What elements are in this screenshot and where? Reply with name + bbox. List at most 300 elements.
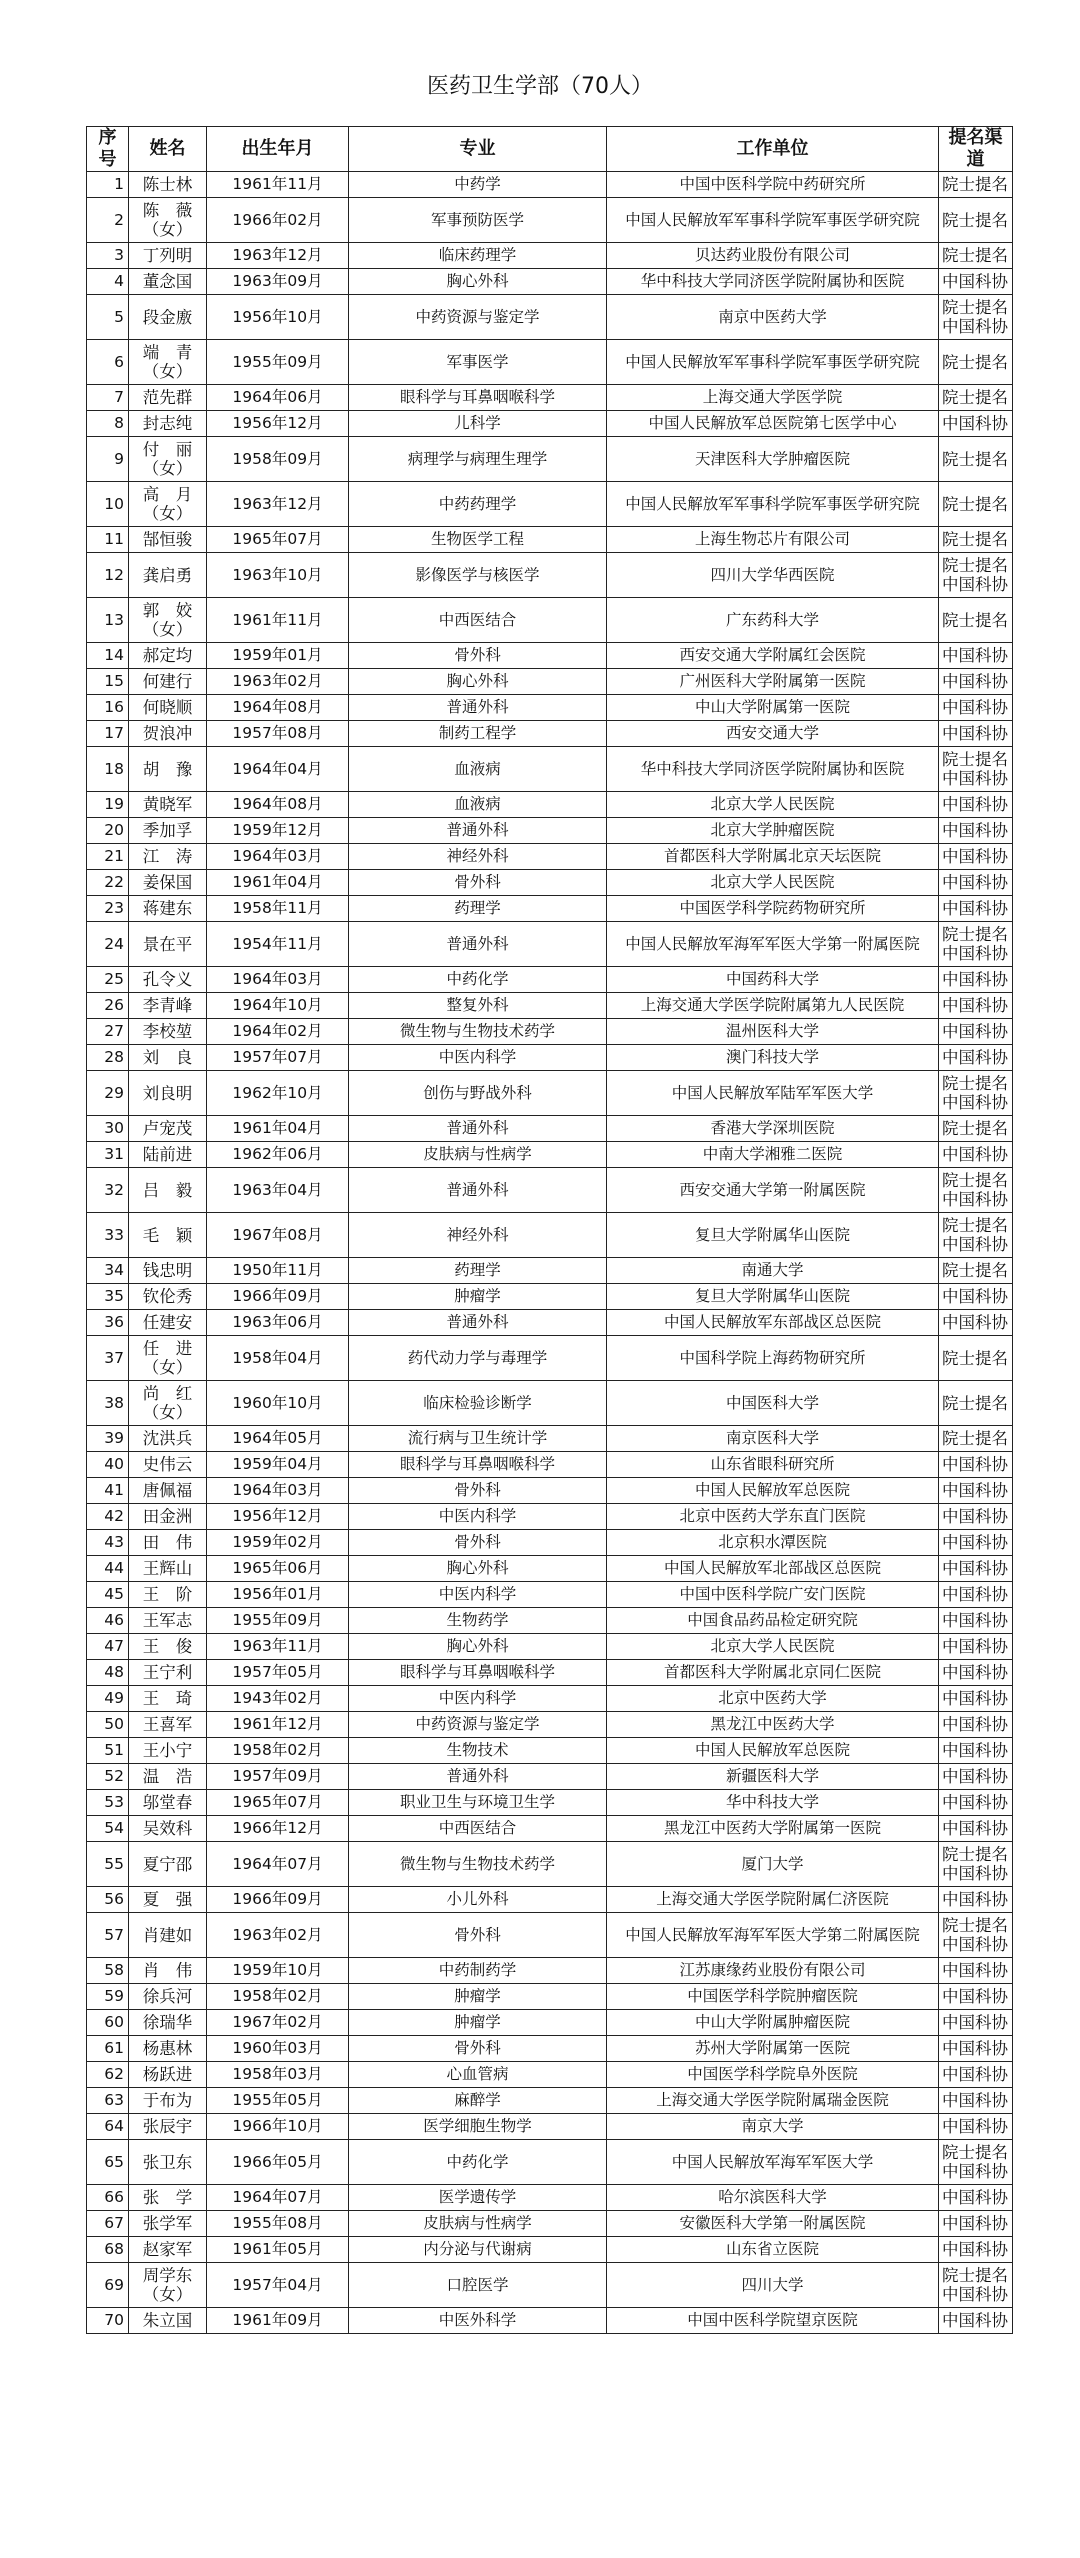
cell-nomination-channel: 院士提名 中国科协 bbox=[939, 2140, 1013, 2185]
cell-birth-date: 1965年06月 bbox=[207, 1556, 349, 1582]
cell-nomination-channel: 中国科协 bbox=[939, 1556, 1013, 1582]
cell-work-unit: 安徽医科大学第一附属医院 bbox=[607, 2211, 939, 2237]
table-row bbox=[87, 2185, 1013, 2211]
cell-name: 邬堂春 bbox=[129, 1790, 207, 1816]
cell-number: 69 bbox=[87, 2263, 129, 2308]
cell-work-unit: 中国医学科学院阜外医院 bbox=[607, 2062, 939, 2088]
cell-work-unit: 中国人民解放军北部战区总医院 bbox=[607, 1556, 939, 1582]
cell-name: 王 俊 bbox=[129, 1634, 207, 1660]
cell-birth-date: 1943年02月 bbox=[207, 1686, 349, 1712]
table-row bbox=[87, 993, 1013, 1019]
cell-number: 45 bbox=[87, 1582, 129, 1608]
cell-nomination-channel: 中国科协 bbox=[939, 2237, 1013, 2263]
table-row bbox=[87, 695, 1013, 721]
cell-name: 肖建如 bbox=[129, 1913, 207, 1958]
cell-name: 张辰宇 bbox=[129, 2114, 207, 2140]
cell-nomination-channel: 院士提名 中国科协 bbox=[939, 1842, 1013, 1887]
table-row bbox=[87, 1556, 1013, 1582]
cell-work-unit: 中国人民解放军总医院 bbox=[607, 1478, 939, 1504]
cell-number: 48 bbox=[87, 1660, 129, 1686]
cell-name: 周学东 （女） bbox=[129, 2263, 207, 2308]
cell-name: 毛 颖 bbox=[129, 1213, 207, 1258]
cell-name: 卢宠茂 bbox=[129, 1116, 207, 1142]
cell-number: 55 bbox=[87, 1842, 129, 1887]
cell-nomination-channel: 院士提名 中国科协 bbox=[939, 1071, 1013, 1116]
cell-specialty: 小儿外科 bbox=[349, 1887, 607, 1913]
table-row bbox=[87, 1019, 1013, 1045]
cell-birth-date: 1958年03月 bbox=[207, 2062, 349, 2088]
cell-work-unit: 西安交通大学第一附属医院 bbox=[607, 1168, 939, 1213]
cell-work-unit: 北京中医药大学 bbox=[607, 1686, 939, 1712]
cell-name: 唐佩福 bbox=[129, 1478, 207, 1504]
header-name: 姓名 bbox=[129, 127, 207, 172]
cell-specialty: 临床检验诊断学 bbox=[349, 1381, 607, 1426]
header-birth-date: 出生年月 bbox=[207, 127, 349, 172]
table-row bbox=[87, 1582, 1013, 1608]
cell-name: 杨跃进 bbox=[129, 2062, 207, 2088]
table-row bbox=[87, 243, 1013, 269]
cell-work-unit: 南京大学 bbox=[607, 2114, 939, 2140]
cell-specialty: 生物医学工程 bbox=[349, 527, 607, 553]
cell-nomination-channel: 中国科协 bbox=[939, 1958, 1013, 1984]
cell-nomination-channel: 中国科协 bbox=[939, 695, 1013, 721]
cell-work-unit: 北京积水潭医院 bbox=[607, 1530, 939, 1556]
cell-nomination-channel: 中国科协 bbox=[939, 721, 1013, 747]
cell-number: 39 bbox=[87, 1426, 129, 1452]
cell-specialty: 皮肤病与性病学 bbox=[349, 1142, 607, 1168]
cell-nomination-channel: 院士提名 bbox=[939, 340, 1013, 385]
cell-nomination-channel: 中国科协 bbox=[939, 792, 1013, 818]
cell-birth-date: 1956年10月 bbox=[207, 295, 349, 340]
cell-birth-date: 1959年04月 bbox=[207, 1452, 349, 1478]
cell-birth-date: 1957年08月 bbox=[207, 721, 349, 747]
cell-name: 尚 红 （女） bbox=[129, 1381, 207, 1426]
cell-nomination-channel: 院士提名 中国科协 bbox=[939, 1213, 1013, 1258]
cell-nomination-channel: 中国科协 bbox=[939, 1019, 1013, 1045]
cell-specialty: 普通外科 bbox=[349, 695, 607, 721]
cell-birth-date: 1966年09月 bbox=[207, 1887, 349, 1913]
cell-number: 52 bbox=[87, 1764, 129, 1790]
cell-specialty: 肿瘤学 bbox=[349, 1984, 607, 2010]
cell-work-unit: 北京中医药大学东直门医院 bbox=[607, 1504, 939, 1530]
table-row bbox=[87, 1336, 1013, 1381]
table-row bbox=[87, 747, 1013, 792]
cell-nomination-channel: 院士提名 bbox=[939, 437, 1013, 482]
cell-birth-date: 1957年09月 bbox=[207, 1764, 349, 1790]
cell-birth-date: 1961年04月 bbox=[207, 870, 349, 896]
cell-work-unit: 中山大学附属肿瘤医院 bbox=[607, 2010, 939, 2036]
cell-work-unit: 南京医科大学 bbox=[607, 1426, 939, 1452]
cell-nomination-channel: 中国科协 bbox=[939, 1816, 1013, 1842]
cell-name: 史伟云 bbox=[129, 1452, 207, 1478]
cell-number: 44 bbox=[87, 1556, 129, 1582]
cell-specialty: 军事医学 bbox=[349, 340, 607, 385]
cell-name: 吕 毅 bbox=[129, 1168, 207, 1213]
cell-name: 刘良明 bbox=[129, 1071, 207, 1116]
cell-birth-date: 1964年04月 bbox=[207, 747, 349, 792]
cell-number: 4 bbox=[87, 269, 129, 295]
cell-nomination-channel: 院士提名 bbox=[939, 482, 1013, 527]
cell-birth-date: 1963年06月 bbox=[207, 1310, 349, 1336]
cell-name: 肖 伟 bbox=[129, 1958, 207, 1984]
cell-specialty: 眼科学与耳鼻咽喉科学 bbox=[349, 1452, 607, 1478]
cell-nomination-channel: 中国科协 bbox=[939, 2088, 1013, 2114]
table-row bbox=[87, 818, 1013, 844]
cell-name: 王辉山 bbox=[129, 1556, 207, 1582]
cell-specialty: 中医内科学 bbox=[349, 1686, 607, 1712]
cell-birth-date: 1956年12月 bbox=[207, 1504, 349, 1530]
cell-birth-date: 1964年07月 bbox=[207, 2185, 349, 2211]
cell-birth-date: 1963年02月 bbox=[207, 1913, 349, 1958]
cell-specialty: 病理学与病理生理学 bbox=[349, 437, 607, 482]
cell-work-unit: 南京中医药大学 bbox=[607, 295, 939, 340]
cell-work-unit: 上海交通大学医学院附属瑞金医院 bbox=[607, 2088, 939, 2114]
cell-work-unit: 江苏康缘药业股份有限公司 bbox=[607, 1958, 939, 1984]
cell-nomination-channel: 中国科协 bbox=[939, 967, 1013, 993]
cell-specialty: 肿瘤学 bbox=[349, 1284, 607, 1310]
cell-name: 夏 强 bbox=[129, 1887, 207, 1913]
cell-birth-date: 1950年11月 bbox=[207, 1258, 349, 1284]
cell-name: 陈 薇 （女） bbox=[129, 198, 207, 243]
cell-number: 61 bbox=[87, 2036, 129, 2062]
cell-specialty: 普通外科 bbox=[349, 922, 607, 967]
cell-nomination-channel: 院士提名 bbox=[939, 1258, 1013, 1284]
table-row bbox=[87, 1071, 1013, 1116]
cell-number: 42 bbox=[87, 1504, 129, 1530]
cell-nomination-channel: 中国科协 bbox=[939, 1142, 1013, 1168]
table-row bbox=[87, 1984, 1013, 2010]
cell-name: 沈洪兵 bbox=[129, 1426, 207, 1452]
cell-nomination-channel: 中国科协 bbox=[939, 1634, 1013, 1660]
cell-number: 40 bbox=[87, 1452, 129, 1478]
table-row bbox=[87, 1842, 1013, 1887]
cell-work-unit: 中国药科大学 bbox=[607, 967, 939, 993]
cell-birth-date: 1964年03月 bbox=[207, 1478, 349, 1504]
cell-name: 蒋建东 bbox=[129, 896, 207, 922]
cell-birth-date: 1964年08月 bbox=[207, 695, 349, 721]
cell-work-unit: 中国人民解放军军事科学院军事医学研究院 bbox=[607, 340, 939, 385]
table-row bbox=[87, 198, 1013, 243]
cell-work-unit: 厦门大学 bbox=[607, 1842, 939, 1887]
cell-work-unit: 南通大学 bbox=[607, 1258, 939, 1284]
cell-specialty: 骨外科 bbox=[349, 2036, 607, 2062]
table-row bbox=[87, 1381, 1013, 1426]
cell-number: 10 bbox=[87, 482, 129, 527]
cell-specialty: 生物技术 bbox=[349, 1738, 607, 1764]
cell-specialty: 胸心外科 bbox=[349, 1556, 607, 1582]
cell-number: 33 bbox=[87, 1213, 129, 1258]
cell-name: 李青峰 bbox=[129, 993, 207, 1019]
cell-specialty: 药理学 bbox=[349, 1258, 607, 1284]
cell-specialty: 中医内科学 bbox=[349, 1045, 607, 1071]
cell-specialty: 创伤与野战外科 bbox=[349, 1071, 607, 1116]
cell-birth-date: 1958年02月 bbox=[207, 1984, 349, 2010]
cell-name: 端 青 （女） bbox=[129, 340, 207, 385]
cell-specialty: 眼科学与耳鼻咽喉科学 bbox=[349, 385, 607, 411]
table-row bbox=[87, 1738, 1013, 1764]
cell-name: 徐瑞华 bbox=[129, 2010, 207, 2036]
cell-name: 胡 豫 bbox=[129, 747, 207, 792]
cell-birth-date: 1963年12月 bbox=[207, 243, 349, 269]
cell-specialty: 骨外科 bbox=[349, 1530, 607, 1556]
cell-specialty: 药理学 bbox=[349, 896, 607, 922]
table-row bbox=[87, 1452, 1013, 1478]
cell-birth-date: 1964年03月 bbox=[207, 844, 349, 870]
cell-name: 贺浪冲 bbox=[129, 721, 207, 747]
header-work-unit: 工作单位 bbox=[607, 127, 939, 172]
cell-birth-date: 1959年12月 bbox=[207, 818, 349, 844]
cell-name: 朱立国 bbox=[129, 2308, 207, 2334]
cell-specialty: 皮肤病与性病学 bbox=[349, 2211, 607, 2237]
cell-birth-date: 1965年07月 bbox=[207, 1790, 349, 1816]
cell-specialty: 军事预防医学 bbox=[349, 198, 607, 243]
table-row bbox=[87, 844, 1013, 870]
cell-number: 37 bbox=[87, 1336, 129, 1381]
cell-number: 18 bbox=[87, 747, 129, 792]
cell-nomination-channel: 院士提名 bbox=[939, 1116, 1013, 1142]
cell-work-unit: 中国人民解放军陆军军医大学 bbox=[607, 1071, 939, 1116]
cell-birth-date: 1957年05月 bbox=[207, 1660, 349, 1686]
cell-name: 王喜军 bbox=[129, 1712, 207, 1738]
cell-birth-date: 1964年10月 bbox=[207, 993, 349, 1019]
cell-work-unit: 新疆医科大学 bbox=[607, 1764, 939, 1790]
cell-birth-date: 1966年05月 bbox=[207, 2140, 349, 2185]
cell-name: 温 浩 bbox=[129, 1764, 207, 1790]
cell-birth-date: 1960年10月 bbox=[207, 1381, 349, 1426]
cell-number: 43 bbox=[87, 1530, 129, 1556]
cell-specialty: 医学遗传学 bbox=[349, 2185, 607, 2211]
cell-specialty: 中医内科学 bbox=[349, 1582, 607, 1608]
table-row bbox=[87, 2036, 1013, 2062]
table-row bbox=[87, 598, 1013, 643]
cell-work-unit: 中国科学院上海药物研究所 bbox=[607, 1336, 939, 1381]
cell-name: 徐兵河 bbox=[129, 1984, 207, 2010]
cell-work-unit: 中国人民解放军东部战区总医院 bbox=[607, 1310, 939, 1336]
cell-birth-date: 1966年09月 bbox=[207, 1284, 349, 1310]
cell-specialty: 中药制药学 bbox=[349, 1958, 607, 1984]
cell-name: 景在平 bbox=[129, 922, 207, 967]
cell-work-unit: 中国医学科学院肿瘤医院 bbox=[607, 1984, 939, 2010]
cell-work-unit: 贝达药业股份有限公司 bbox=[607, 243, 939, 269]
table-row bbox=[87, 437, 1013, 482]
cell-name: 夏宁邵 bbox=[129, 1842, 207, 1887]
cell-specialty: 普通外科 bbox=[349, 1116, 607, 1142]
cell-birth-date: 1963年12月 bbox=[207, 482, 349, 527]
cell-specialty: 中医内科学 bbox=[349, 1504, 607, 1530]
cell-work-unit: 北京大学人民医院 bbox=[607, 870, 939, 896]
cell-number: 20 bbox=[87, 818, 129, 844]
cell-work-unit: 中国医科大学 bbox=[607, 1381, 939, 1426]
cell-work-unit: 北京大学肿瘤医院 bbox=[607, 818, 939, 844]
cell-work-unit: 广东药科大学 bbox=[607, 598, 939, 643]
cell-work-unit: 上海生物芯片有限公司 bbox=[607, 527, 939, 553]
cell-name: 范先群 bbox=[129, 385, 207, 411]
table-row bbox=[87, 1608, 1013, 1634]
cell-name: 任 进 （女） bbox=[129, 1336, 207, 1381]
cell-number: 14 bbox=[87, 643, 129, 669]
cell-specialty: 骨外科 bbox=[349, 643, 607, 669]
table-row bbox=[87, 172, 1013, 198]
cell-nomination-channel: 中国科协 bbox=[939, 870, 1013, 896]
cell-work-unit: 中国人民解放军海军军医大学第一附属医院 bbox=[607, 922, 939, 967]
cell-number: 9 bbox=[87, 437, 129, 482]
table-row bbox=[87, 1142, 1013, 1168]
cell-number: 28 bbox=[87, 1045, 129, 1071]
cell-specialty: 微生物与生物技术药学 bbox=[349, 1019, 607, 1045]
cell-nomination-channel: 院士提名 bbox=[939, 527, 1013, 553]
cell-nomination-channel: 院士提名 bbox=[939, 598, 1013, 643]
cell-specialty: 药代动力学与毒理学 bbox=[349, 1336, 607, 1381]
table-row bbox=[87, 896, 1013, 922]
cell-specialty: 胸心外科 bbox=[349, 269, 607, 295]
cell-number: 23 bbox=[87, 896, 129, 922]
cell-number: 49 bbox=[87, 1686, 129, 1712]
cell-birth-date: 1963年04月 bbox=[207, 1168, 349, 1213]
cell-work-unit: 中国食品药品检定研究院 bbox=[607, 1608, 939, 1634]
cell-name: 王宁利 bbox=[129, 1660, 207, 1686]
header-specialty: 专业 bbox=[349, 127, 607, 172]
cell-number: 19 bbox=[87, 792, 129, 818]
table-row bbox=[87, 2237, 1013, 2263]
cell-number: 7 bbox=[87, 385, 129, 411]
cell-work-unit: 中国中医科学院广安门医院 bbox=[607, 1582, 939, 1608]
cell-specialty: 普通外科 bbox=[349, 1764, 607, 1790]
cell-specialty: 普通外科 bbox=[349, 1310, 607, 1336]
cell-number: 68 bbox=[87, 2237, 129, 2263]
cell-name: 董念国 bbox=[129, 269, 207, 295]
cell-number: 6 bbox=[87, 340, 129, 385]
cell-nomination-channel: 院士提名 bbox=[939, 172, 1013, 198]
cell-number: 59 bbox=[87, 1984, 129, 2010]
cell-specialty: 儿科学 bbox=[349, 411, 607, 437]
cell-specialty: 胸心外科 bbox=[349, 669, 607, 695]
cell-birth-date: 1964年03月 bbox=[207, 967, 349, 993]
cell-nomination-channel: 院士提名 中国科协 bbox=[939, 1913, 1013, 1958]
cell-birth-date: 1967年08月 bbox=[207, 1213, 349, 1258]
table-header-row bbox=[87, 127, 1013, 172]
cell-work-unit: 西安交通大学附属红会医院 bbox=[607, 643, 939, 669]
cell-birth-date: 1962年06月 bbox=[207, 1142, 349, 1168]
cell-name: 张卫东 bbox=[129, 2140, 207, 2185]
cell-number: 30 bbox=[87, 1116, 129, 1142]
cell-birth-date: 1966年10月 bbox=[207, 2114, 349, 2140]
cell-birth-date: 1957年07月 bbox=[207, 1045, 349, 1071]
cell-birth-date: 1954年11月 bbox=[207, 922, 349, 967]
cell-nomination-channel: 院士提名 中国科协 bbox=[939, 1168, 1013, 1213]
table-row bbox=[87, 721, 1013, 747]
cell-nomination-channel: 院士提名 中国科协 bbox=[939, 553, 1013, 598]
cell-birth-date: 1964年08月 bbox=[207, 792, 349, 818]
cell-birth-date: 1964年07月 bbox=[207, 1842, 349, 1887]
cell-name: 任建安 bbox=[129, 1310, 207, 1336]
cell-name: 田金洲 bbox=[129, 1504, 207, 1530]
cell-birth-date: 1965年07月 bbox=[207, 527, 349, 553]
cell-nomination-channel: 中国科协 bbox=[939, 269, 1013, 295]
cell-nomination-channel: 中国科协 bbox=[939, 1478, 1013, 1504]
cell-name: 黄晓军 bbox=[129, 792, 207, 818]
cell-nomination-channel: 院士提名 中国科协 bbox=[939, 922, 1013, 967]
cell-number: 60 bbox=[87, 2010, 129, 2036]
cell-name: 王小宁 bbox=[129, 1738, 207, 1764]
cell-specialty: 神经外科 bbox=[349, 1213, 607, 1258]
cell-nomination-channel: 中国科协 bbox=[939, 1712, 1013, 1738]
table-row bbox=[87, 967, 1013, 993]
table-row bbox=[87, 482, 1013, 527]
cell-name: 丁列明 bbox=[129, 243, 207, 269]
cell-name: 何晓顺 bbox=[129, 695, 207, 721]
cell-name: 刘 良 bbox=[129, 1045, 207, 1071]
cell-work-unit: 中国人民解放军总医院 bbox=[607, 1738, 939, 1764]
cell-work-unit: 中国人民解放军海军军医大学第二附属医院 bbox=[607, 1913, 939, 1958]
cell-work-unit: 中南大学湘雅二医院 bbox=[607, 1142, 939, 1168]
table-row bbox=[87, 1816, 1013, 1842]
cell-specialty: 中医外科学 bbox=[349, 2308, 607, 2334]
table-row bbox=[87, 1958, 1013, 1984]
cell-number: 66 bbox=[87, 2185, 129, 2211]
cell-specialty: 眼科学与耳鼻咽喉科学 bbox=[349, 1660, 607, 1686]
cell-work-unit: 中国人民解放军军事科学院军事医学研究院 bbox=[607, 198, 939, 243]
cell-nomination-channel: 中国科协 bbox=[939, 818, 1013, 844]
table-row bbox=[87, 1213, 1013, 1258]
cell-specialty: 临床药理学 bbox=[349, 243, 607, 269]
cell-number: 29 bbox=[87, 1071, 129, 1116]
cell-birth-date: 1963年09月 bbox=[207, 269, 349, 295]
cell-name: 杨惠林 bbox=[129, 2036, 207, 2062]
cell-name: 龚启勇 bbox=[129, 553, 207, 598]
table-row bbox=[87, 1310, 1013, 1336]
cell-number: 17 bbox=[87, 721, 129, 747]
cell-specialty: 中药药理学 bbox=[349, 482, 607, 527]
table-row bbox=[87, 643, 1013, 669]
table-row bbox=[87, 553, 1013, 598]
cell-number: 1 bbox=[87, 172, 129, 198]
cell-work-unit: 四川大学华西医院 bbox=[607, 553, 939, 598]
table-body bbox=[87, 172, 1013, 2334]
cell-nomination-channel: 中国科协 bbox=[939, 2010, 1013, 2036]
cell-number: 53 bbox=[87, 1790, 129, 1816]
cell-specialty: 普通外科 bbox=[349, 1168, 607, 1213]
cell-work-unit: 山东省眼科研究所 bbox=[607, 1452, 939, 1478]
cell-specialty: 职业卫生与环境卫生学 bbox=[349, 1790, 607, 1816]
cell-work-unit: 苏州大学附属第一医院 bbox=[607, 2036, 939, 2062]
cell-nomination-channel: 中国科协 bbox=[939, 1984, 1013, 2010]
table-row bbox=[87, 2010, 1013, 2036]
cell-work-unit: 西安交通大学 bbox=[607, 721, 939, 747]
cell-number: 21 bbox=[87, 844, 129, 870]
cell-number: 46 bbox=[87, 1608, 129, 1634]
cell-nomination-channel: 中国科协 bbox=[939, 1530, 1013, 1556]
cell-work-unit: 温州医科大学 bbox=[607, 1019, 939, 1045]
cell-work-unit: 中国人民解放军总医院第七医学中心 bbox=[607, 411, 939, 437]
cell-specialty: 胸心外科 bbox=[349, 1634, 607, 1660]
cell-nomination-channel: 院士提名 中国科协 bbox=[939, 747, 1013, 792]
cell-number: 25 bbox=[87, 967, 129, 993]
cell-nomination-channel: 院士提名 中国科协 bbox=[939, 295, 1013, 340]
cell-nomination-channel: 中国科协 bbox=[939, 2211, 1013, 2237]
table-row bbox=[87, 2308, 1013, 2334]
cell-birth-date: 1955年08月 bbox=[207, 2211, 349, 2237]
cell-work-unit: 复旦大学附属华山医院 bbox=[607, 1284, 939, 1310]
cell-name: 李校堃 bbox=[129, 1019, 207, 1045]
cell-birth-date: 1961年12月 bbox=[207, 1712, 349, 1738]
cell-specialty: 口腔医学 bbox=[349, 2263, 607, 2308]
cell-birth-date: 1958年11月 bbox=[207, 896, 349, 922]
cell-number: 62 bbox=[87, 2062, 129, 2088]
table-row bbox=[87, 269, 1013, 295]
table-row bbox=[87, 1284, 1013, 1310]
cell-name: 郜恒骏 bbox=[129, 527, 207, 553]
cell-birth-date: 1960年03月 bbox=[207, 2036, 349, 2062]
